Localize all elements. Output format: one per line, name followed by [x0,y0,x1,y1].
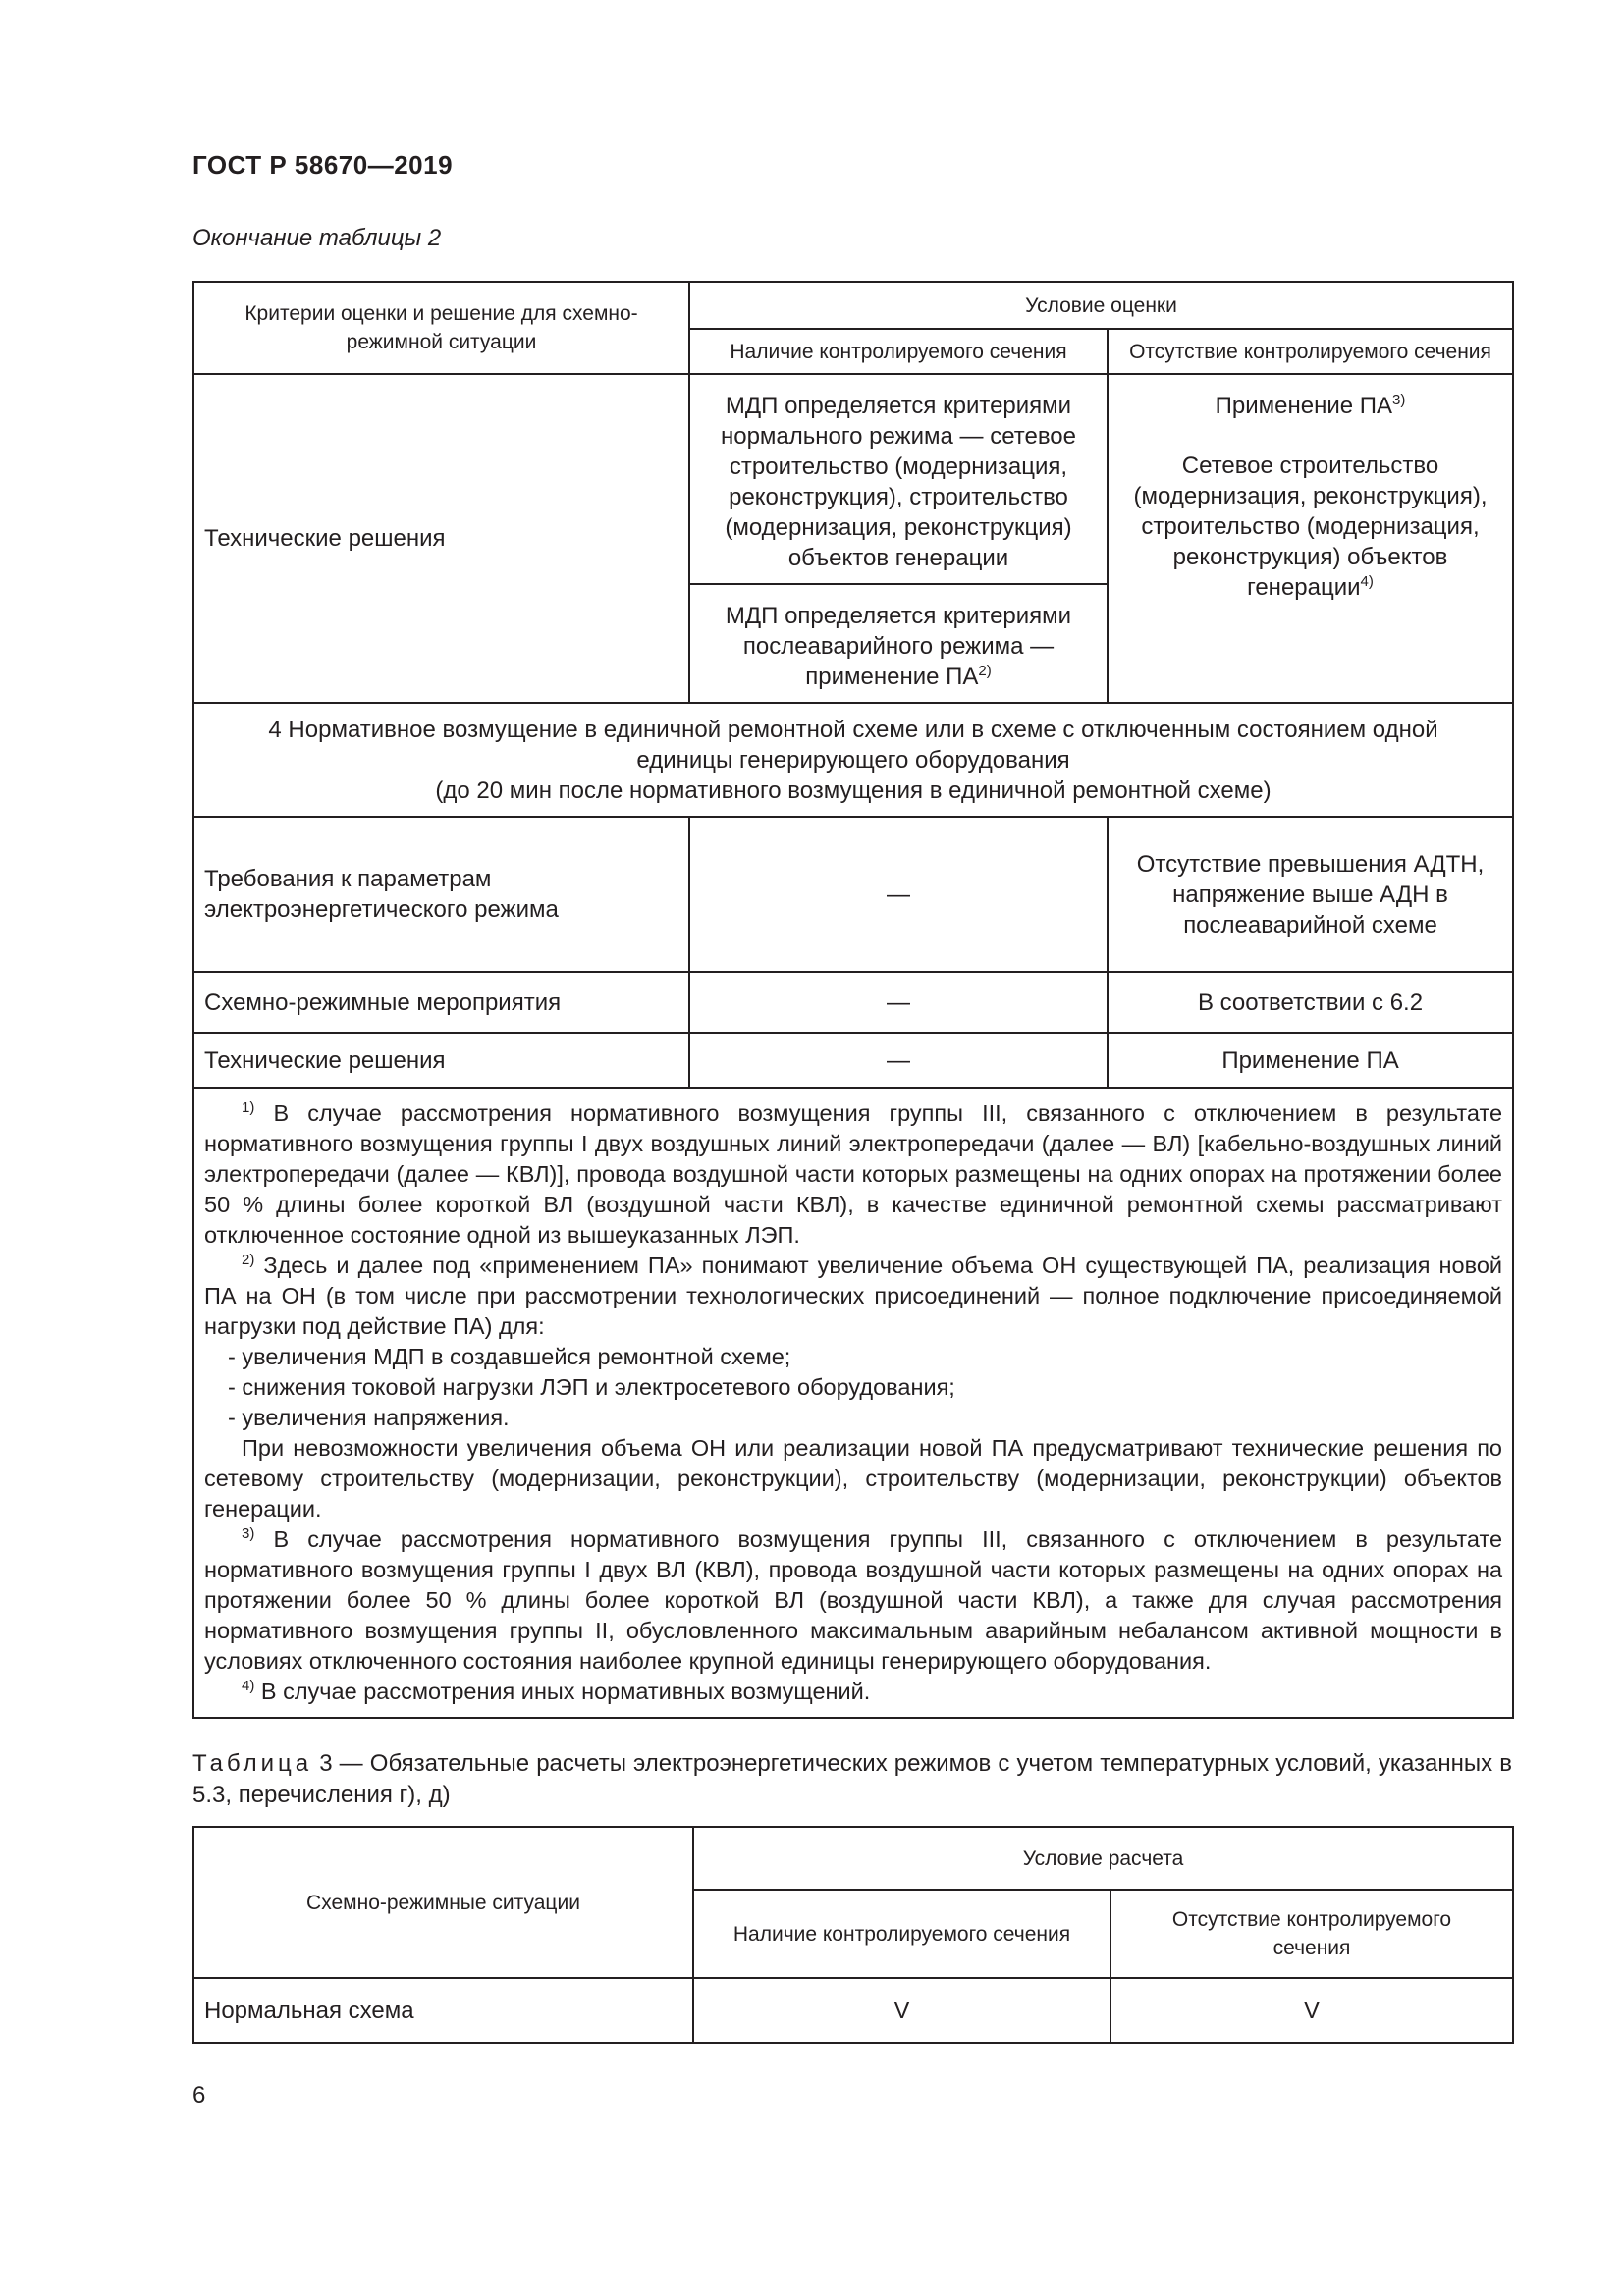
footnote-1-mark: 1) [242,1099,255,1116]
row-tech2-absent: Применение ПА [1108,1033,1513,1088]
header-condition: Условие оценки [689,282,1513,329]
row-measures-label: Схемно-режимные мероприятия [193,972,689,1033]
header-criteria [193,282,689,374]
footnote-4-mark: 4) [242,1678,255,1694]
tech-absent-network [1118,451,1502,603]
header-criteria-text: Критерии оценки и решение для схемно-режимной ситуации [244,302,638,353]
table-continuation-label: Окончание таблицы 2 [192,225,442,251]
footnote-2 [204,1251,1502,1342]
footnote-2-item: - снижения токовой нагрузки ЛЭП и электросетевого оборудования; [228,1374,955,1400]
footnote-1-text: В случае рассмотрения нормативного возмущения группы III, связанного с отключением в результате нормативного возмущения группы I двух воздушных линий электропередачи (далее — ВЛ) [кабельно-воздушных линий электропередачи (далее — КВЛ)], провода воздушной части которых размещены на одних опорах на протяжении более 50 % длины более короткой ВЛ (воздушной части КВЛ), в качестве единичной ремонтной схемы рассматривают отключенное состояние одной из вышеуказанных ЛЭП. [204,1100,1503,1248]
tech-present-normal: МДП определяется критериями нормального режима — сетевое строительство (модернизация, реконструкция), строительство (модернизация, реконструкция) объектов генерации [689,374,1108,584]
page-number: 6 [192,2082,206,2109]
tech-absent-pa-text: Применение ПА [1215,393,1393,419]
header-absent: Отсутствие контролируемого сечения [1108,329,1513,374]
tech-solutions-label: Технические решения [193,374,689,703]
footnote-2-tail: При невозможности увеличения объема ОН или реализации новой ПА предусматривают технические решения по сетевому строительству (модернизации, реконструкции), строительству (модернизации, реконструкции) объектов генерации. [204,1435,1503,1522]
footnote-2-item: - увеличения напряжения. [228,1405,510,1430]
t3-row-normal-absent: V [1110,1978,1513,2043]
table-2 [192,281,1514,1719]
tech-absent-cell [1108,374,1513,703]
footnote-ref-3: 3) [1392,392,1406,408]
t3-header-condition: Условие расчета [693,1827,1513,1890]
section-4-line2: (до 20 мин после нормативного возмущения в единичной ремонтной схеме) [435,776,1272,804]
tech-absent-network-text: Сетевое строительство (модернизация, реконструкция), строительство (модернизация, реконструкция) объектов генерации [1133,453,1488,601]
table-3-caption-text: 3 — Обязательные расчеты электроэнергетических режимов с учетом температурных условий, указанных в 5.3, перечисления г), д) [192,1750,1512,1808]
tech-absent-pa [1118,391,1502,421]
footnote-2-text: Здесь и далее под «применением ПА» понимают увеличение объема ОН существующей ПА, реализация новой ПА на ОН (в том числе при рассмотрении технологических присоединений — полное подключение присоединяемой нагрузки под действие ПА) для: [204,1253,1503,1339]
tech-present-emergency [689,584,1108,703]
table-3-caption [192,1748,1512,1811]
t3-header-present: Наличие контролируемого сечения [693,1890,1110,1978]
footnote-2-item: - увеличения МДП в создавшейся ремонтной схеме; [228,1344,791,1369]
footnote-2-mark: 2) [242,1252,255,1268]
table-3 [192,1826,1514,2044]
row-measures-present: — [689,972,1108,1033]
footnote-4-text: В случае рассмотрения иных нормативных возмущений. [260,1679,871,1704]
table-3-caption-label: Таблица [192,1750,313,1777]
document-header: ГОСТ Р 58670—2019 [192,150,454,180]
header-present: Наличие контролируемого сечения [689,329,1108,374]
row-requirements-label: Требования к параметрам электроэнергетического режима [193,817,689,972]
row-requirements-present: — [689,817,1108,972]
footnote-1 [204,1098,1502,1251]
footnote-4 [204,1677,1502,1707]
t3-header-situations: Схемно-режимные ситуации [193,1827,693,1978]
row-requirements-absent: Отсутствие превышения АДТН, напряжение выше АДН в послеаварийной схеме [1108,817,1513,972]
section-4-heading [193,703,1513,817]
tech-present-emergency-text: МДП определяется критериями послеаварийного режима — применение ПА [725,603,1072,690]
footnote-ref-4: 4) [1360,573,1374,590]
t3-row-normal-label: Нормальная схема [193,1978,693,2043]
t3-header-absent: Отсутствие контролируемого сечения [1110,1890,1513,1978]
t3-row-normal-present: V [693,1978,1110,2043]
footnote-3-text: В случае рассмотрения нормативного возмущения группы III, связанного с отключением в результате нормативного возмущения группы I двух ВЛ (КВЛ), провода воздушной части которых размещены на одних опорах на протяжении более 50 % длины более короткой ВЛ (воздушной части КВЛ), а также для случая рассмотрения нормативного возмущения группы II, обусловленного максимальным аварийным небалансом активной мощности в условиях отключенного состояния наиболее крупной единицы генерирующего оборудования. [204,1526,1503,1674]
footnote-3-mark: 3) [242,1525,255,1542]
section-4-line1: 4 Нормативное возмущение в единичной ремонтной схеме или в схеме с отключенным состоянием одной единицы генерирующего оборудования [268,716,1438,774]
row-tech2-present: — [689,1033,1108,1088]
footnote-3 [204,1524,1502,1677]
row-tech2-label: Технические решения [193,1033,689,1088]
footnote-ref-2: 2) [978,663,992,679]
row-measures-absent: В соответствии с 6.2 [1108,972,1513,1033]
table-footnotes [193,1088,1513,1718]
